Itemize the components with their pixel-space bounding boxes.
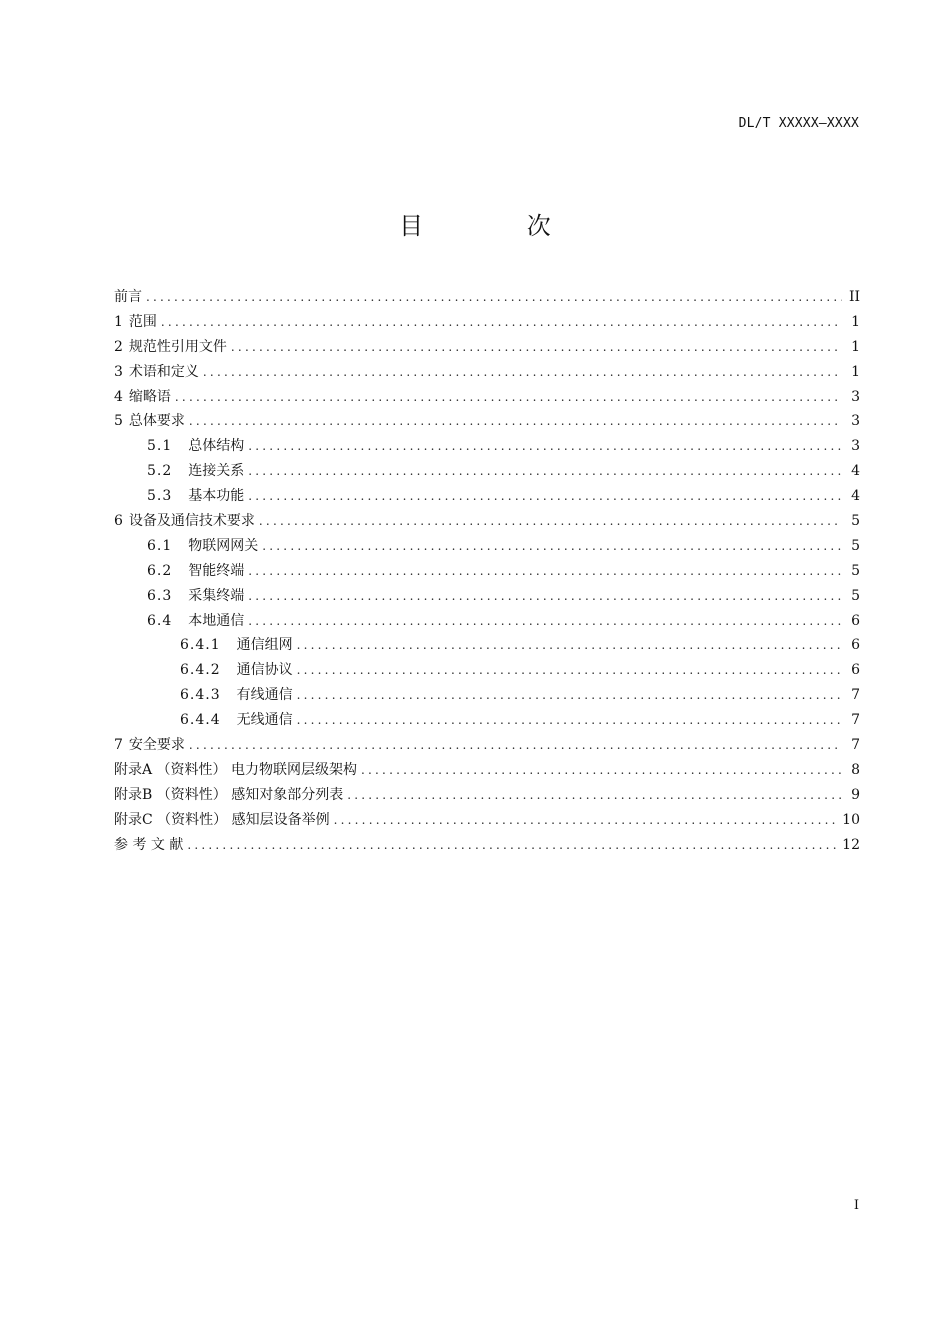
toc-entry[interactable] — [114, 335, 860, 360]
toc-entry-page: 1 — [851, 313, 860, 330]
toc-entry-page: 5 — [851, 513, 860, 530]
toc-entry[interactable] — [114, 509, 860, 534]
table-of-contents — [114, 285, 860, 857]
toc-entry-label: 设备及通信技术要求 — [128, 513, 255, 530]
toc-entry-label: 安全要求 — [128, 737, 185, 754]
toc-entry[interactable] — [114, 783, 860, 808]
toc-entry[interactable] — [114, 758, 860, 783]
toc-entry-page: 8 — [851, 761, 860, 778]
toc-entry[interactable] — [114, 633, 860, 658]
toc-entry-label: 无线通信 — [236, 712, 293, 729]
toc-entry-page: 6 — [851, 637, 860, 654]
toc-entry[interactable] — [114, 833, 860, 858]
toc-entry-label: 附录C （资料性） 感知层设备举例 — [114, 811, 330, 828]
toc-entry[interactable] — [114, 434, 860, 459]
toc-entry-label: 附录A （资料性） 电力物联网层级架构 — [114, 761, 358, 778]
page-number: I — [853, 1198, 859, 1213]
toc-entry-page: 9 — [851, 786, 860, 803]
toc-entry-page: 7 — [851, 737, 860, 754]
toc-entry[interactable] — [114, 360, 860, 385]
toc-leader-dots — [161, 310, 842, 335]
toc-entry-label: 连接关系 — [188, 463, 245, 480]
toc-leader-dots — [203, 360, 842, 385]
toc-leader-dots — [231, 335, 842, 360]
toc-entry-page: 5 — [851, 562, 860, 579]
toc-entry-label: 缩略语 — [128, 388, 171, 405]
toc-leader-dots — [297, 708, 842, 733]
toc-entry-page: 3 — [851, 438, 860, 455]
toc-entry-number: 2 — [114, 338, 123, 355]
toc-entry[interactable] — [114, 733, 860, 758]
toc-entry-page: 3 — [851, 413, 860, 430]
toc-entry-number: 6.3 — [147, 587, 173, 604]
toc-entry-label: 规范性引用文件 — [128, 338, 227, 355]
document-code: DL/T XXXXX—XXXX — [738, 116, 859, 131]
toc-entry-label: 基本功能 — [188, 488, 245, 505]
toc-entry-page: 10 — [842, 811, 860, 828]
toc-leader-dots — [248, 584, 842, 609]
toc-leader-dots — [297, 633, 842, 658]
toc-entry-page: 6 — [851, 612, 860, 629]
toc-entry-page: 3 — [851, 388, 860, 405]
toc-leader-dots — [334, 808, 839, 833]
toc-entry[interactable] — [114, 584, 860, 609]
toc-entry[interactable] — [114, 609, 860, 634]
toc-entry-number: 6 — [114, 513, 123, 530]
toc-entry-number: 5.2 — [147, 463, 173, 480]
toc-entry-number: 7 — [114, 737, 123, 754]
toc-leader-dots — [248, 609, 842, 634]
toc-entry-label: 总体结构 — [188, 438, 245, 455]
toc-entry-label: 术语和定义 — [128, 363, 199, 380]
toc-leader-dots — [146, 285, 842, 310]
toc-leader-dots — [361, 758, 842, 783]
toc-entry-number: 5 — [114, 413, 123, 430]
toc-entry-label: 物联网网关 — [188, 537, 259, 554]
toc-leader-dots — [297, 658, 842, 683]
toc-entry-number: 5.1 — [147, 438, 173, 455]
toc-entry-label: 附录B （资料性） 感知对象部分列表 — [114, 786, 344, 803]
toc-entry-number: 6.4 — [147, 612, 173, 629]
toc-entry-label: 通信组网 — [236, 637, 293, 654]
toc-entry[interactable] — [114, 385, 860, 410]
toc-entry-page: II — [848, 289, 860, 305]
toc-leader-dots — [259, 509, 842, 534]
toc-entry[interactable] — [114, 484, 860, 509]
toc-entry[interactable] — [114, 409, 860, 434]
toc-entry-label: 参 考 文 献 — [114, 836, 184, 853]
toc-entry[interactable] — [114, 683, 860, 708]
toc-entry-number: 6.4.2 — [180, 662, 221, 679]
toc-leader-dots — [248, 559, 842, 584]
toc-entry-number: 1 — [114, 313, 123, 330]
toc-entry-page: 5 — [851, 537, 860, 554]
toc-leader-dots — [189, 409, 842, 434]
toc-entry-label: 前言 — [114, 289, 142, 305]
toc-entry-label: 有线通信 — [236, 687, 293, 704]
toc-entry-number: 5.3 — [147, 488, 173, 505]
toc-leader-dots — [248, 434, 842, 459]
toc-leader-dots — [347, 783, 842, 808]
toc-entry[interactable] — [114, 708, 860, 733]
toc-entry-page: 6 — [851, 662, 860, 679]
toc-title: 目 次 — [399, 212, 599, 240]
toc-entry-number: 6.1 — [147, 537, 173, 554]
toc-leader-dots — [187, 833, 838, 858]
toc-entry-number: 6.4.4 — [180, 712, 221, 729]
toc-entry-number: 4 — [114, 388, 123, 405]
toc-entry-number: 6.4.3 — [180, 687, 221, 704]
toc-leader-dots — [189, 733, 842, 758]
toc-entry-label: 范围 — [128, 313, 157, 330]
toc-entry-page: 1 — [851, 363, 860, 380]
toc-entry-page: 4 — [851, 463, 860, 480]
toc-entry-page: 5 — [851, 587, 860, 604]
toc-leader-dots — [248, 484, 842, 509]
toc-entry[interactable] — [114, 534, 860, 559]
toc-leader-dots — [175, 385, 842, 410]
toc-entry[interactable] — [114, 658, 860, 683]
toc-leader-dots — [248, 459, 842, 484]
toc-entry-label: 智能终端 — [188, 562, 245, 579]
toc-entry-label: 总体要求 — [128, 413, 185, 430]
toc-leader-dots — [262, 534, 842, 559]
toc-entry-label: 通信协议 — [236, 662, 293, 679]
toc-entry-number: 6.4.1 — [180, 637, 221, 654]
toc-entry-page: 4 — [851, 488, 860, 505]
toc-entry-page: 7 — [851, 712, 860, 729]
toc-entry-label: 采集终端 — [188, 587, 245, 604]
toc-entry-page: 12 — [842, 836, 860, 853]
toc-leader-dots — [297, 683, 842, 708]
toc-entry[interactable] — [114, 808, 860, 833]
toc-entry-page: 1 — [851, 338, 860, 355]
toc-entry-page: 7 — [851, 687, 860, 704]
toc-entry[interactable] — [114, 459, 860, 484]
toc-entry[interactable] — [114, 310, 860, 335]
toc-entry[interactable] — [114, 285, 860, 310]
toc-entry-number: 6.2 — [147, 562, 173, 579]
toc-entry[interactable] — [114, 559, 860, 584]
toc-entry-number: 3 — [114, 363, 123, 380]
toc-entry-label: 本地通信 — [188, 612, 245, 629]
